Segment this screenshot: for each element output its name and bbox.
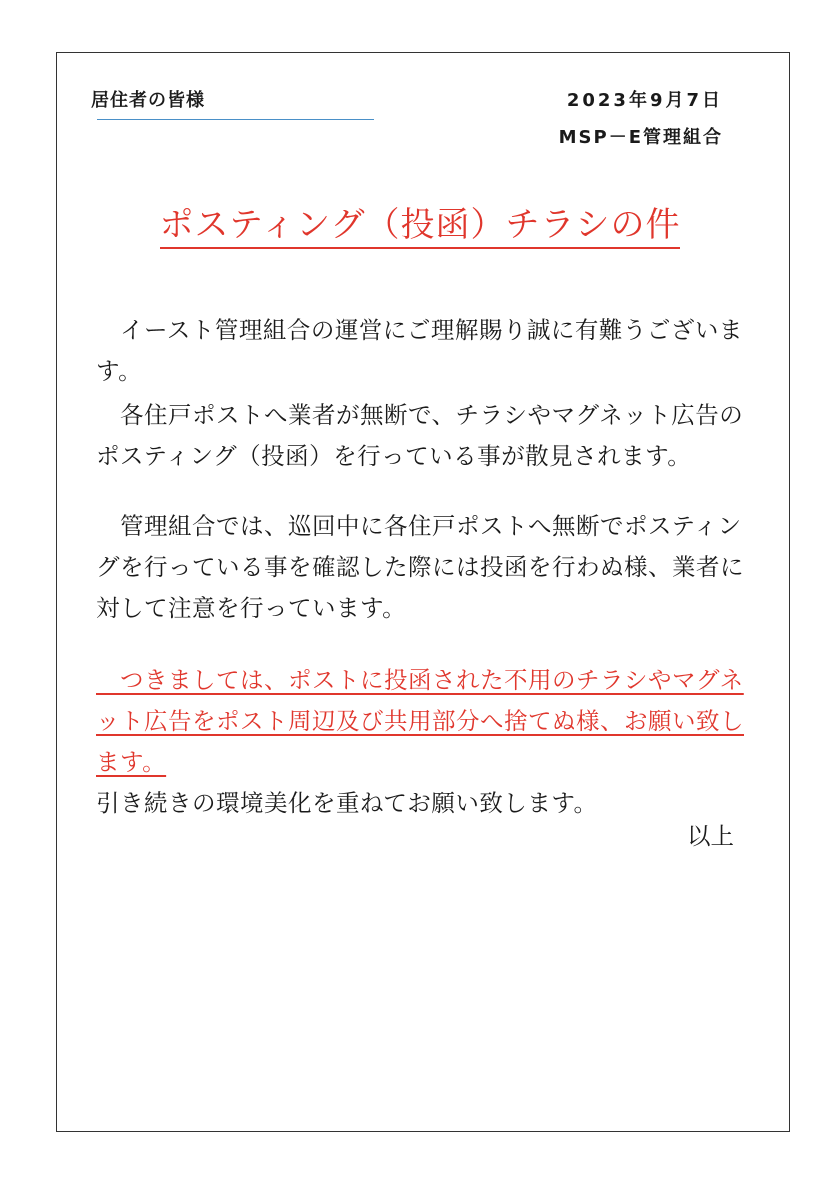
notice-title-wrapper [0,197,840,246]
notice-title: ポスティング（投函）チラシの件 [160,205,681,249]
request-highlight [96,666,744,776]
notice-date: 2023年9月7日 [566,90,723,111]
paragraph-3-text: 管理組合では、巡回中に各住戸ポストへ無断でポスティングを行っている事を確認した際には投函を行わぬ様、業者に対して注意を行っています。 [96,512,744,622]
closing-mark: 以上 [687,822,734,850]
closing-request-text: 引き続きの環境美化を重ねてお願い致します。 [96,789,598,817]
body-paragraph-2 [96,395,756,477]
recipient-label: 居住者の皆様 [91,90,205,111]
request-highlight-text: つきましては、ポストに投函された不用のチラシやマグネット広告をポスト周辺及び共用部分へ捨てぬ様、お願い致します。 [96,666,744,776]
paragraph-1-text: イースト管理組合の運営にご理解賜り誠に有難うございます。 [96,316,743,385]
paragraph-2-text: 各住戸ポストへ業者が無断で、チラシやマグネット広告のポスティング（投函）を行っている事が散見されます。 [96,401,744,470]
body-paragraph-4 [96,660,756,824]
issuer-name: MSP－E管理組合 [558,127,723,148]
body-paragraph-1 [96,310,756,392]
body-paragraph-3 [96,506,756,629]
recipient-underline [97,119,374,120]
